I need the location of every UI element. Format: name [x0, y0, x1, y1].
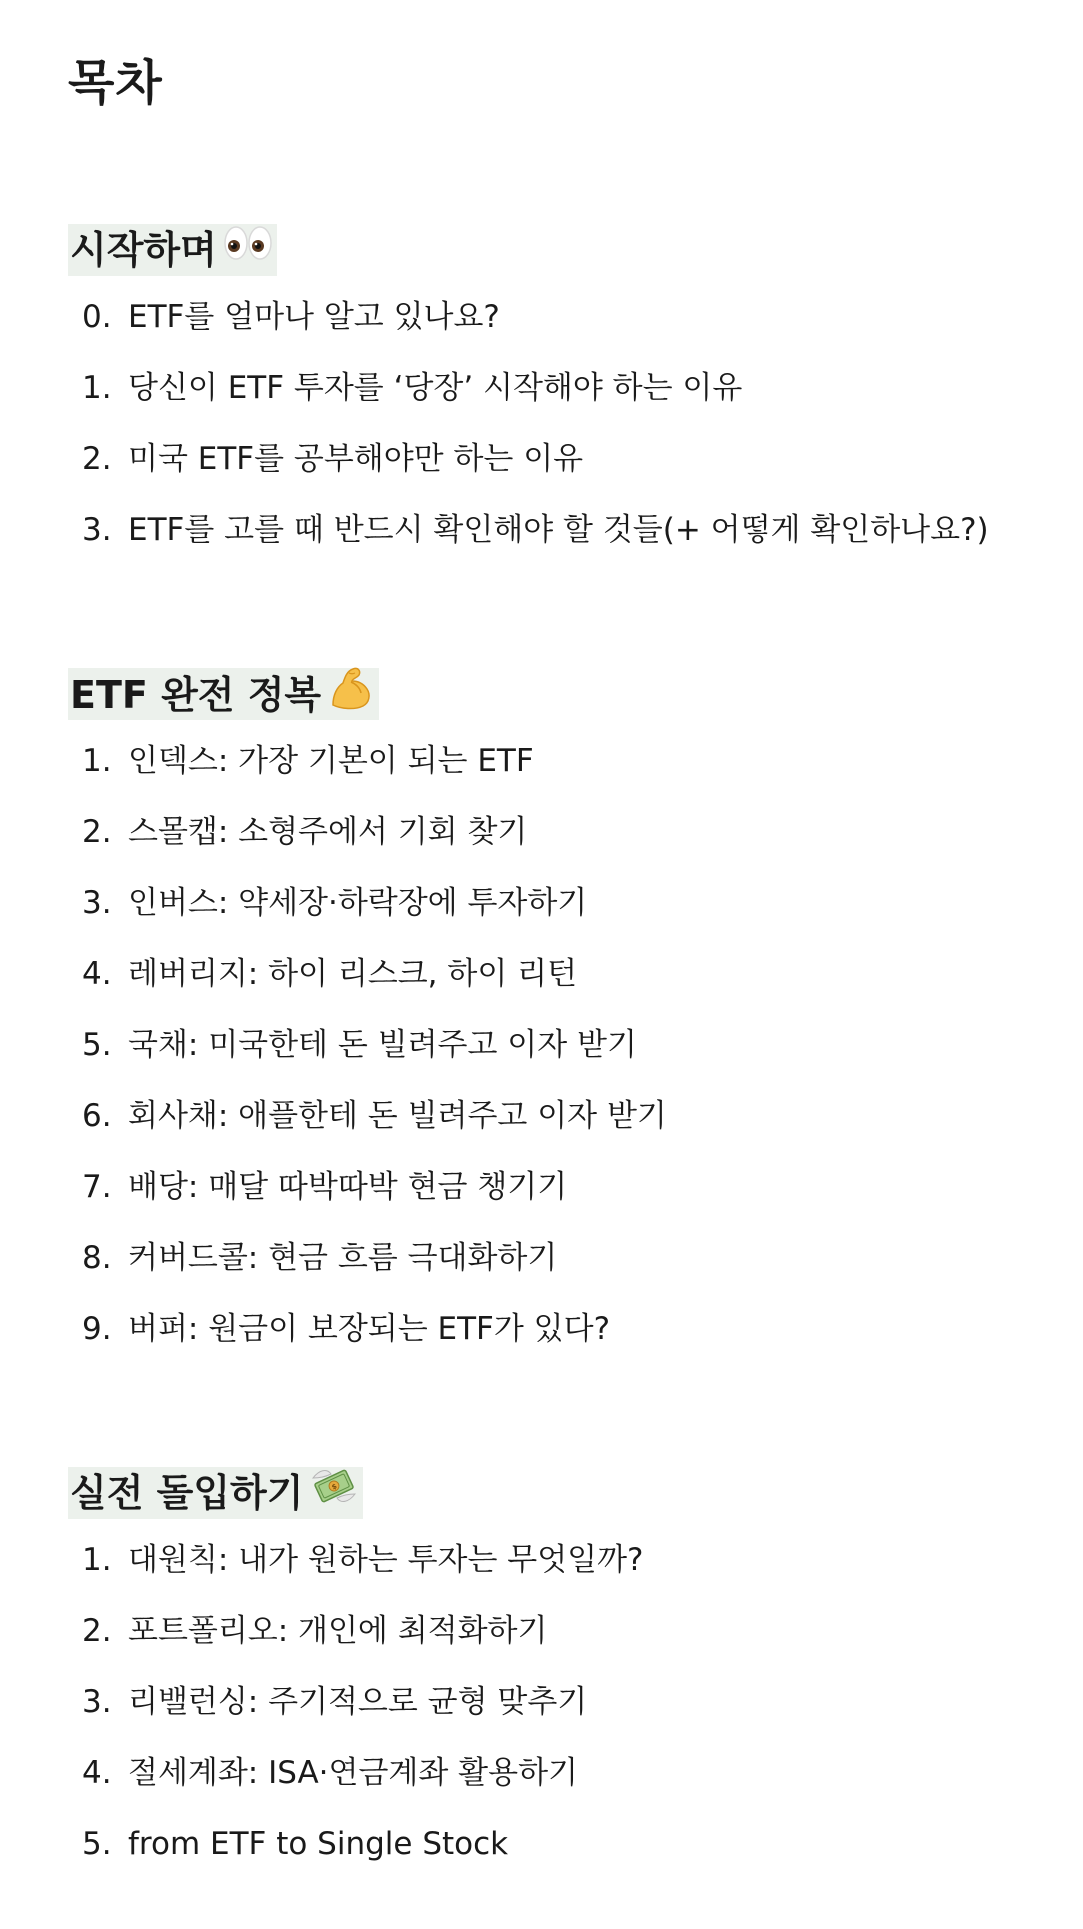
toc-item-text: 배당: 매달 따박따박 현금 챙기기 [128, 1169, 568, 1205]
section-heading-label: 실전 돌입하기 [70, 1471, 304, 1515]
toc-item[interactable] [68, 1152, 1058, 1223]
toc-item-text: 미국 ETF를 공부해야만 하는 이유 [128, 441, 584, 477]
toc-item-number: 1. [82, 1542, 112, 1578]
toc-item-text: 회사채: 애플한테 돈 빌려주고 이자 받기 [128, 1098, 667, 1134]
toc-item[interactable] [68, 424, 1058, 495]
toc-item[interactable] [68, 1223, 1058, 1294]
toc-item-text: 대원칙: 내가 원하는 투자는 무엇일까? [128, 1542, 644, 1578]
toc-item-number: 5. [82, 1027, 112, 1063]
toc-item[interactable] [68, 1081, 1058, 1152]
toc-item[interactable] [68, 353, 1058, 424]
toc-item[interactable] [68, 1525, 1058, 1596]
section-heading [68, 1467, 363, 1519]
toc-item-text: 스몰캡: 소형주에서 기회 찾기 [128, 814, 528, 850]
toc-item-number: 2. [82, 814, 112, 850]
toc-item-number: 3. [82, 1684, 112, 1720]
svg-text:$: $ [331, 1482, 339, 1492]
toc-item-text: 리밸런싱: 주기적으로 균형 맞추기 [128, 1684, 588, 1720]
section-heading-label: 시작하며 [70, 228, 217, 272]
toc-item-number: 1. [82, 370, 112, 406]
toc-item-text: 버퍼: 원금이 보장되는 ETF가 있다? [128, 1311, 611, 1347]
toc-item[interactable] [68, 797, 1058, 868]
toc-item-text: 포트폴리오: 개인에 최적화하기 [128, 1613, 548, 1649]
toc-list [68, 282, 1058, 566]
toc-item-text: 커버드콜: 현금 흐름 극대화하기 [128, 1240, 558, 1276]
section-heading-label: ETF 완전 정복 [70, 673, 322, 717]
section-heading [68, 224, 277, 276]
flexed-biceps-icon [327, 665, 375, 724]
toc-item[interactable] [68, 1596, 1058, 1667]
toc-list [68, 1525, 1058, 1880]
toc-item-number: 1. [82, 743, 112, 779]
toc-item[interactable] [68, 868, 1058, 939]
section-practice [68, 1467, 1058, 1880]
toc-item-text: ETF를 얼마나 알고 있나요? [128, 299, 500, 335]
toc-item-text: 인덱스: 가장 기본이 되는 ETF [128, 743, 534, 779]
toc-item-number: 2. [82, 1613, 112, 1649]
section-intro [68, 224, 1058, 566]
toc-item[interactable] [68, 1294, 1058, 1365]
section-heading [68, 668, 379, 720]
toc-item[interactable] [68, 1010, 1058, 1081]
toc-item-number: 3. [82, 512, 112, 548]
toc-item-text: 절세계좌: ISA·연금계좌 활용하기 [128, 1755, 578, 1791]
toc-item-text: 레버리지: 하이 리스크, 하이 리턴 [128, 956, 578, 992]
toc-item-text: from ETF to Single Stock [128, 1826, 509, 1862]
toc-item[interactable] [68, 1809, 1058, 1880]
toc-item-number: 8. [82, 1240, 112, 1276]
toc-item-number: 6. [82, 1098, 112, 1134]
toc-item-number: 9. [82, 1311, 112, 1347]
toc-item[interactable] [68, 282, 1058, 353]
toc-item[interactable] [68, 1738, 1058, 1809]
toc-item[interactable] [68, 495, 1058, 566]
toc-item-number: 5. [82, 1826, 112, 1862]
toc-list [68, 726, 1058, 1365]
toc-item-text: 당신이 ETF 투자를 ‘당장’ 시작해야 하는 이유 [128, 370, 743, 406]
toc-item-number: 0. [82, 299, 112, 335]
money-with-wings-icon [309, 1464, 359, 1521]
toc-item[interactable] [68, 1667, 1058, 1738]
toc-item-number: 2. [82, 441, 112, 477]
toc-item-number: 7. [82, 1169, 112, 1205]
toc-item-text: ETF를 고를 때 반드시 확인해야 할 것들(+ 어떻게 확인하나요?) [128, 512, 989, 548]
toc-item[interactable] [68, 939, 1058, 1010]
toc-item-number: 4. [82, 1755, 112, 1791]
toc-item-text: 국채: 미국한테 돈 빌려주고 이자 받기 [128, 1027, 637, 1063]
eyes-icon [223, 223, 273, 276]
page-title: 목차 [68, 55, 163, 111]
toc-item-text: 인버스: 약세장·하락장에 투자하기 [128, 885, 588, 921]
toc-item[interactable] [68, 726, 1058, 797]
toc-item-number: 4. [82, 956, 112, 992]
section-etf-mastery [68, 668, 1058, 1365]
toc-item-number: 3. [82, 885, 112, 921]
